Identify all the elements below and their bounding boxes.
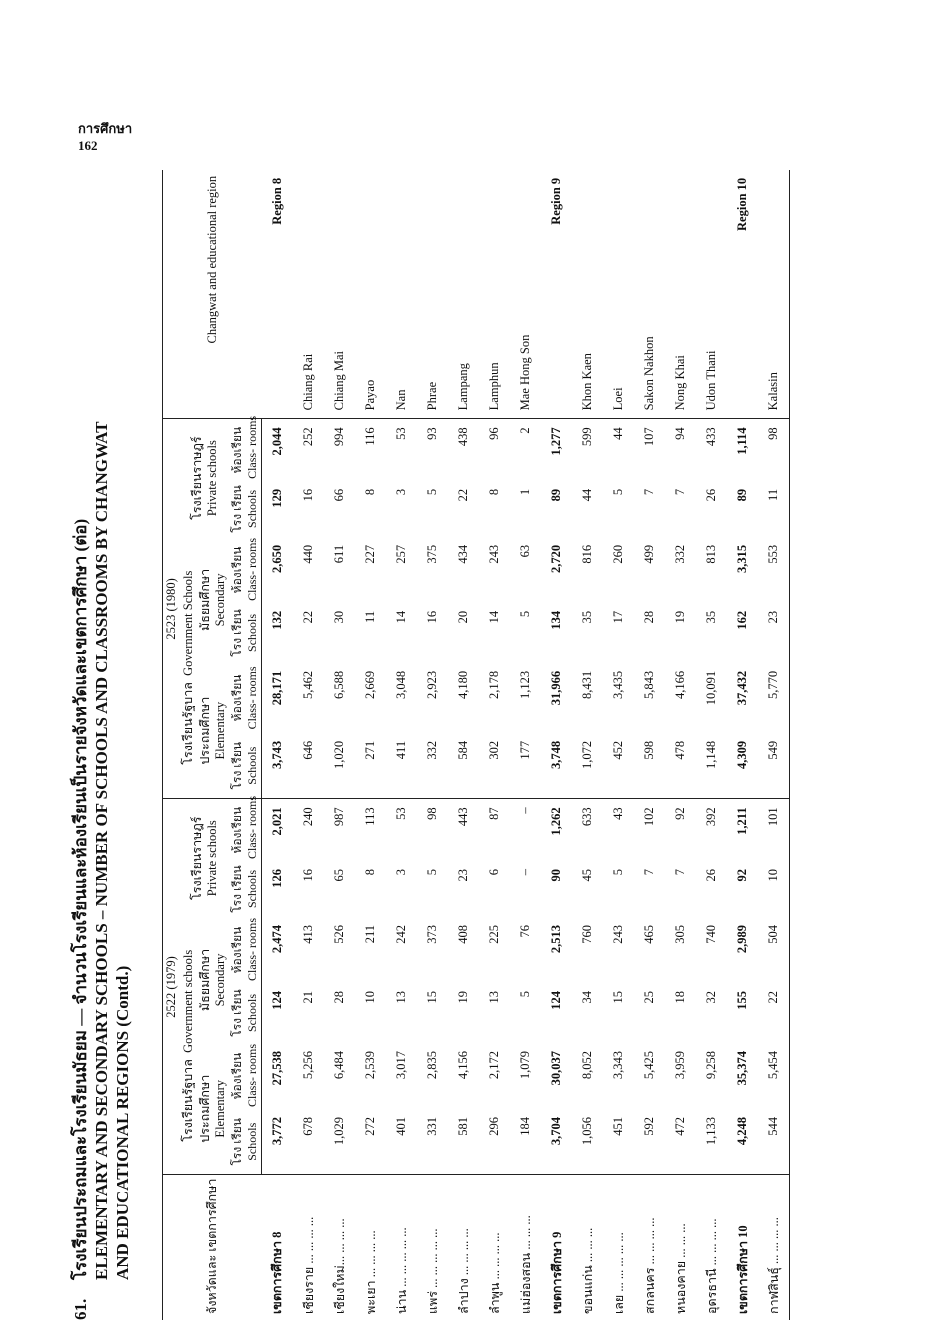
table-row: [634, 170, 665, 1320]
table-body: [262, 170, 790, 1320]
value-cell: 440: [301, 544, 315, 564]
value-cell: 434: [456, 544, 470, 564]
value-cell: 7: [642, 488, 656, 496]
col-schools: โรง เรียน Schools: [229, 1109, 262, 1175]
changwat-name-en: Region 9: [549, 177, 563, 225]
value-cell: 526: [332, 925, 346, 944]
value-cell: 5: [518, 991, 532, 998]
title-english-line2: AND EDUCATIONAL REGIONS (Contd.): [113, 965, 132, 1280]
value-cell: 87: [479, 799, 510, 861]
value-cell: 257: [394, 544, 408, 564]
value-cell: 7: [673, 869, 687, 876]
value-cell: 8,052: [580, 1051, 594, 1080]
value-cell: 162: [735, 610, 749, 630]
value-cell: 16: [425, 610, 439, 624]
changwat-name-en: Phrae: [425, 381, 439, 411]
value-cell: 177: [518, 740, 532, 760]
value-cell: 408: [456, 925, 470, 944]
value-cell: 499: [642, 544, 656, 564]
value-cell: 2,172: [487, 1051, 501, 1080]
changwat-name-th: พะเยา ... ... ... ...: [355, 1175, 386, 1320]
value-cell: 2,044: [262, 419, 294, 481]
value-cell: 101: [758, 799, 790, 861]
value-cell: 5: [425, 488, 439, 496]
value-cell: 35: [580, 610, 594, 624]
value-cell: 1,020: [332, 740, 346, 770]
page-number: 162: [78, 138, 98, 153]
value-cell: 23: [456, 869, 470, 882]
changwat-name-en: Udon Thani: [704, 350, 718, 411]
changwat-name-th: เขตการศึกษา 8: [262, 1175, 294, 1320]
value-cell: 242: [394, 925, 408, 944]
value-cell: 5,454: [758, 1043, 790, 1109]
header-changwat-th: จังหวัดและ เขตการศึกษา: [163, 1175, 262, 1320]
value-cell: 19: [673, 610, 687, 624]
table-row: [324, 170, 355, 1320]
value-cell: 19: [456, 991, 470, 1004]
value-cell: 243: [611, 925, 625, 944]
value-cell: 107: [634, 419, 665, 481]
value-cell: 13: [487, 991, 501, 1004]
table-row: [479, 170, 510, 1320]
value-cell: 31,966: [549, 670, 563, 706]
value-cell: 443: [448, 799, 479, 861]
value-cell: 305: [673, 925, 687, 944]
value-cell: 53: [386, 419, 417, 481]
table-row: [293, 170, 324, 1320]
value-cell: 1,277: [541, 419, 572, 481]
value-cell: 3,435: [611, 670, 625, 700]
changwat-name-en: Lamphun: [487, 362, 501, 411]
changwat-name-th: เลย ... ... ... ... ...: [603, 1175, 634, 1320]
value-cell: 28: [642, 610, 656, 624]
value-cell: 26: [704, 869, 718, 882]
value-cell: 53: [386, 799, 417, 861]
value-cell: 2,021: [262, 799, 294, 861]
value-cell: 5,425: [642, 1051, 656, 1080]
value-cell: 2,720: [549, 544, 563, 574]
value-cell: 18: [673, 991, 687, 1004]
value-cell: 124: [270, 991, 284, 1010]
value-cell: 332: [425, 740, 439, 760]
col-schools: โรง เรียน Schools: [229, 481, 262, 537]
value-cell: 433: [696, 419, 727, 481]
value-cell: 633: [572, 799, 603, 861]
value-cell: 2,474: [270, 925, 284, 954]
page-header: [78, 120, 132, 154]
value-cell: 116: [355, 419, 386, 481]
value-cell: 740: [704, 925, 718, 944]
value-cell: 63: [518, 544, 532, 558]
changwat-name-en: Loei: [611, 387, 625, 411]
value-cell: 296: [487, 1117, 501, 1136]
value-cell: 225: [487, 925, 501, 944]
value-cell: 132: [270, 610, 284, 630]
value-cell: 271: [363, 740, 377, 760]
col-classrooms: ห้องเรียน Class- rooms: [229, 917, 262, 983]
value-cell: 10,091: [704, 670, 718, 706]
changwat-name-en: Mae Hong Son: [518, 334, 532, 411]
value-cell: 5,770: [758, 663, 790, 733]
col-schools: โรง เรียน Schools: [229, 733, 262, 799]
value-cell: 30,037: [549, 1051, 563, 1086]
value-cell: 592: [642, 1117, 656, 1136]
title-thai: โรงเรียนประถมและโรงเรียนมัธยม — จำนวนโรงเรียนและห้องเรียนเป็นรายจังหวัดและเขตการศึกษา (ต่อ): [71, 518, 90, 1280]
value-cell: 6: [487, 869, 501, 876]
value-cell: 28,171: [270, 670, 284, 706]
value-cell: 478: [673, 740, 687, 760]
value-cell: 14: [487, 610, 501, 624]
col-schools: โรง เรียน Schools: [229, 983, 262, 1043]
value-cell: 646: [301, 740, 315, 760]
value-cell: 25: [642, 991, 656, 1004]
value-cell: 94: [665, 419, 696, 481]
value-cell: 17: [611, 610, 625, 624]
changwat-name-en: Kalasin: [758, 170, 790, 419]
value-cell: 373: [425, 925, 439, 944]
value-cell: 504: [758, 917, 790, 983]
col-classrooms: ห้องเรียน Class- rooms: [229, 537, 262, 603]
value-cell: 413: [301, 925, 315, 944]
value-cell: 544: [758, 1109, 790, 1175]
value-cell: 401: [394, 1117, 408, 1136]
header-secondary-1979: มัธยมศึกษา Secondary: [198, 948, 227, 1012]
value-cell: 2,989: [735, 925, 749, 954]
value-cell: 22: [301, 610, 315, 624]
value-cell: 260: [611, 544, 625, 564]
col-classrooms: ห้องเรียน Class- rooms: [229, 1043, 262, 1109]
value-cell: 16: [301, 488, 315, 502]
value-cell: 66: [332, 488, 346, 502]
changwat-name-th: น่าน ... ... ... ... ...: [386, 1175, 417, 1320]
header-year-1980: 2523 (1980): [163, 419, 181, 799]
value-cell: 43: [603, 799, 634, 861]
value-cell: 21: [301, 991, 315, 1004]
value-cell: 3,743: [270, 740, 284, 770]
region-row: [262, 170, 294, 1320]
header-elementary-1980: ประถมศึกษา Elementary: [198, 696, 227, 765]
col-schools: โรง เรียน Schools: [229, 603, 262, 663]
value-cell: 332: [673, 544, 687, 564]
value-cell: 599: [572, 419, 603, 481]
value-cell: 5,843: [642, 670, 656, 700]
region-row: [541, 170, 572, 1320]
changwat-name-th: เชียงราย ... ... ... ...: [293, 1175, 324, 1320]
value-cell: 28: [332, 991, 346, 1004]
value-cell: 392: [696, 799, 727, 861]
changwat-name-th: เชียงใหม่... ... ... ...: [324, 1175, 355, 1320]
col-classrooms: ห้องเรียน Class- rooms: [229, 419, 262, 481]
value-cell: 1,056: [580, 1117, 594, 1146]
value-cell: 1,072: [580, 740, 594, 770]
value-cell: 30: [332, 610, 346, 624]
value-cell: 760: [580, 925, 594, 944]
section-label: การศึกษา: [78, 121, 133, 136]
value-cell: 184: [518, 1117, 532, 1136]
value-cell: 113: [355, 799, 386, 861]
value-cell: 35: [704, 610, 718, 624]
value-cell: 13: [394, 991, 408, 1004]
changwat-name-en: Chiang Mai: [332, 350, 346, 411]
value-cell: 32: [704, 991, 718, 1004]
col-classrooms: ห้องเรียน Class- rooms: [229, 799, 262, 861]
changwat-name-en: Sakon Nakhon: [642, 336, 656, 411]
value-cell: 34: [580, 991, 594, 1004]
value-cell: 89: [549, 488, 563, 502]
data-table: [162, 170, 790, 1320]
changwat-name-en: Lampang: [456, 363, 470, 411]
value-cell: 5,462: [301, 670, 315, 700]
table-row: [665, 170, 696, 1320]
table-row: [417, 170, 448, 1320]
changwat-name-th: แม่ฮ่องสอน ... ... ...: [510, 1175, 541, 1320]
header-gov-1980: โรงเรียนรัฐบาล Government Schools: [181, 570, 195, 765]
value-cell: 10: [758, 861, 790, 917]
changwat-name-en: Payao: [363, 379, 377, 411]
value-cell: 92: [665, 799, 696, 861]
value-cell: 4,309: [735, 740, 749, 770]
value-cell: 102: [634, 799, 665, 861]
value-cell: 4,180: [456, 670, 470, 700]
value-cell: 11: [363, 610, 377, 623]
value-cell: 465: [642, 925, 656, 944]
value-cell: 37,432: [735, 670, 749, 706]
header-secondary-1980: มัธยมศึกษา Secondary: [198, 568, 227, 632]
value-cell: 1,029: [332, 1117, 346, 1146]
value-cell: 5: [611, 488, 625, 496]
table-row: [572, 170, 603, 1320]
value-cell: 1,123: [518, 670, 532, 700]
region-row: [727, 170, 758, 1320]
value-cell: 611: [332, 544, 346, 564]
value-cell: 1,262: [541, 799, 572, 861]
value-cell: 27,538: [270, 1051, 284, 1086]
table-row: [510, 170, 541, 1320]
value-cell: 240: [293, 799, 324, 861]
value-cell: 3,748: [549, 740, 563, 770]
value-cell: 994: [324, 419, 355, 481]
value-cell: 8: [363, 869, 377, 876]
changwat-name-en: Chiang Rai: [301, 353, 315, 411]
changwat-name-en: Region 8: [269, 177, 284, 225]
value-cell: 987: [324, 799, 355, 861]
value-cell: 3,048: [394, 670, 408, 700]
changwat-name-en: Nan: [394, 389, 408, 411]
value-cell: 6,588: [332, 670, 346, 700]
value-cell: 1,114: [727, 419, 758, 481]
value-cell: 813: [704, 544, 718, 564]
value-cell: 11: [758, 481, 790, 537]
value-cell: 3,315: [735, 544, 749, 574]
value-cell: 2,669: [363, 670, 377, 700]
value-cell: 272: [363, 1117, 377, 1136]
value-cell: 1,211: [727, 799, 758, 861]
value-cell: 598: [642, 740, 656, 760]
value-cell: 15: [425, 991, 439, 1004]
value-cell: 15: [611, 991, 625, 1004]
changwat-name-th: กาฬสินธุ์ ... ... ... ...: [758, 1175, 790, 1320]
value-cell: 26: [704, 488, 718, 502]
value-cell: 4,248: [735, 1117, 749, 1146]
value-cell: 5: [611, 869, 625, 876]
value-cell: 96: [479, 419, 510, 481]
value-cell: 2: [510, 419, 541, 481]
value-cell: 211: [363, 925, 377, 944]
col-schools: โรง เรียน Schools: [229, 861, 262, 917]
value-cell: 44: [580, 488, 594, 502]
value-cell: 2,650: [270, 544, 284, 574]
value-cell: 14: [394, 610, 408, 624]
changwat-name-th: อุดรธานี ... ... ... ...: [696, 1175, 727, 1320]
value-cell: 584: [456, 740, 470, 760]
value-cell: 65: [332, 869, 346, 882]
table-row: [355, 170, 386, 1320]
value-cell: 89: [735, 488, 749, 502]
value-cell: 20: [456, 610, 470, 624]
value-cell: 4,156: [456, 1051, 470, 1080]
value-cell: 92: [735, 869, 749, 882]
value-cell: 243: [487, 544, 501, 564]
value-cell: 93: [417, 419, 448, 481]
value-cell: 45: [580, 869, 594, 882]
changwat-name-th: ขอนแก่น ... ... ...: [572, 1175, 603, 1320]
value-cell: 98: [758, 419, 790, 481]
value-cell: 3,772: [270, 1117, 284, 1146]
table-row: [603, 170, 634, 1320]
value-cell: 126: [270, 869, 284, 888]
table-row: [696, 170, 727, 1320]
value-cell: 438: [448, 419, 479, 481]
value-cell: 22: [456, 488, 470, 502]
value-cell: 7: [673, 488, 687, 496]
table-title: [70, 170, 133, 1320]
changwat-name-th: หนองคาย ... ... ...: [665, 1175, 696, 1320]
value-cell: 155: [735, 991, 749, 1010]
header-gov-1979: โรงเรียนรัฐบาล Government schools: [181, 949, 195, 1142]
title-english-line1: ELEMENTARY AND SECONDARY SCHOOLS – NUMBER OF SCHOOLS AND CLASSROOMS BY CHANGWAT: [92, 421, 111, 1280]
value-cell: 816: [580, 544, 594, 564]
value-cell: 76: [518, 925, 532, 938]
value-cell: 3: [394, 488, 408, 496]
col-classrooms: ห้องเรียน Class- rooms: [229, 663, 262, 733]
header-private-1979: โรงเรียนราษฎร์ Private schools: [180, 799, 229, 917]
header-elementary-1979: ประถมศึกษา Elementary: [198, 1074, 227, 1143]
value-cell: 3,017: [394, 1051, 408, 1080]
rotated-table-page: [70, 170, 880, 1320]
changwat-name-th: เขตการศึกษา 9: [541, 1175, 572, 1320]
changwat-name-th: แพร่ ... ... ... ... ...: [417, 1175, 448, 1320]
value-cell: 4,166: [673, 670, 687, 700]
value-cell: 2,923: [425, 670, 439, 700]
value-cell: 5: [425, 869, 439, 876]
changwat-name-th: ลำปาง ... ... ... ...: [448, 1175, 479, 1320]
value-cell: 472: [673, 1117, 687, 1136]
value-cell: 8,431: [580, 670, 594, 700]
value-cell: 2,835: [425, 1051, 439, 1080]
header-private-1980: โรงเรียนราษฎร์ Private schools: [180, 419, 229, 537]
value-cell: 8: [363, 488, 377, 496]
changwat-name-en: Nong Khai: [673, 355, 687, 411]
value-cell: 2,513: [549, 925, 563, 954]
value-cell: 98: [417, 799, 448, 861]
table-row: [448, 170, 479, 1320]
header-changwat-en: Changwat and educational region: [163, 170, 262, 419]
table-number: 61.: [71, 1298, 90, 1320]
value-cell: –: [510, 799, 541, 861]
value-cell: 90: [549, 869, 563, 882]
value-cell: 3: [394, 869, 408, 876]
value-cell: 134: [549, 610, 563, 630]
table-row: [758, 170, 790, 1320]
value-cell: 8: [487, 488, 501, 496]
value-cell: 22: [758, 983, 790, 1043]
header-year-1979: 2522 (1979): [163, 799, 181, 1175]
value-cell: 6,484: [332, 1051, 346, 1080]
value-cell: 375: [425, 544, 439, 564]
value-cell: 5,256: [301, 1051, 315, 1080]
value-cell: 302: [487, 740, 501, 760]
value-cell: 331: [425, 1117, 439, 1136]
value-cell: 10: [363, 991, 377, 1004]
value-cell: 44: [603, 419, 634, 481]
value-cell: 411: [394, 740, 408, 760]
value-cell: 1,148: [704, 740, 718, 770]
changwat-name-th: สกลนคร ... ... ... ...: [634, 1175, 665, 1320]
value-cell: 1,133: [704, 1117, 718, 1146]
value-cell: 5: [518, 610, 532, 618]
value-cell: 9,258: [704, 1051, 718, 1080]
value-cell: 1: [518, 488, 532, 496]
value-cell: 452: [611, 740, 625, 760]
value-cell: 23: [758, 603, 790, 663]
value-cell: 581: [456, 1117, 470, 1136]
value-cell: 553: [758, 537, 790, 603]
value-cell: 678: [301, 1117, 315, 1136]
value-cell: 2,178: [487, 670, 501, 700]
value-cell: 1,079: [518, 1051, 532, 1080]
value-cell: 124: [549, 991, 563, 1010]
value-cell: 2,539: [363, 1051, 377, 1080]
value-cell: 252: [293, 419, 324, 481]
value-cell: 7: [642, 869, 656, 876]
value-cell: 129: [270, 488, 284, 508]
changwat-name-en: Region 10: [735, 177, 749, 231]
value-cell: 227: [363, 544, 377, 564]
value-cell: 35,374: [735, 1051, 749, 1086]
table-row: [386, 170, 417, 1320]
value-cell: 16: [301, 869, 315, 882]
value-cell: 549: [758, 733, 790, 799]
changwat-name-th: เขตการศึกษา 10: [727, 1175, 758, 1320]
value-cell: 3,343: [611, 1051, 625, 1080]
value-cell: 3,959: [673, 1051, 687, 1080]
changwat-name-en: Khon Kaen: [580, 353, 594, 411]
value-cell: 451: [611, 1117, 625, 1136]
value-cell: –: [518, 869, 532, 876]
value-cell: 3,704: [549, 1117, 563, 1146]
changwat-name-th: ลำพูน ... ... ... ...: [479, 1175, 510, 1320]
